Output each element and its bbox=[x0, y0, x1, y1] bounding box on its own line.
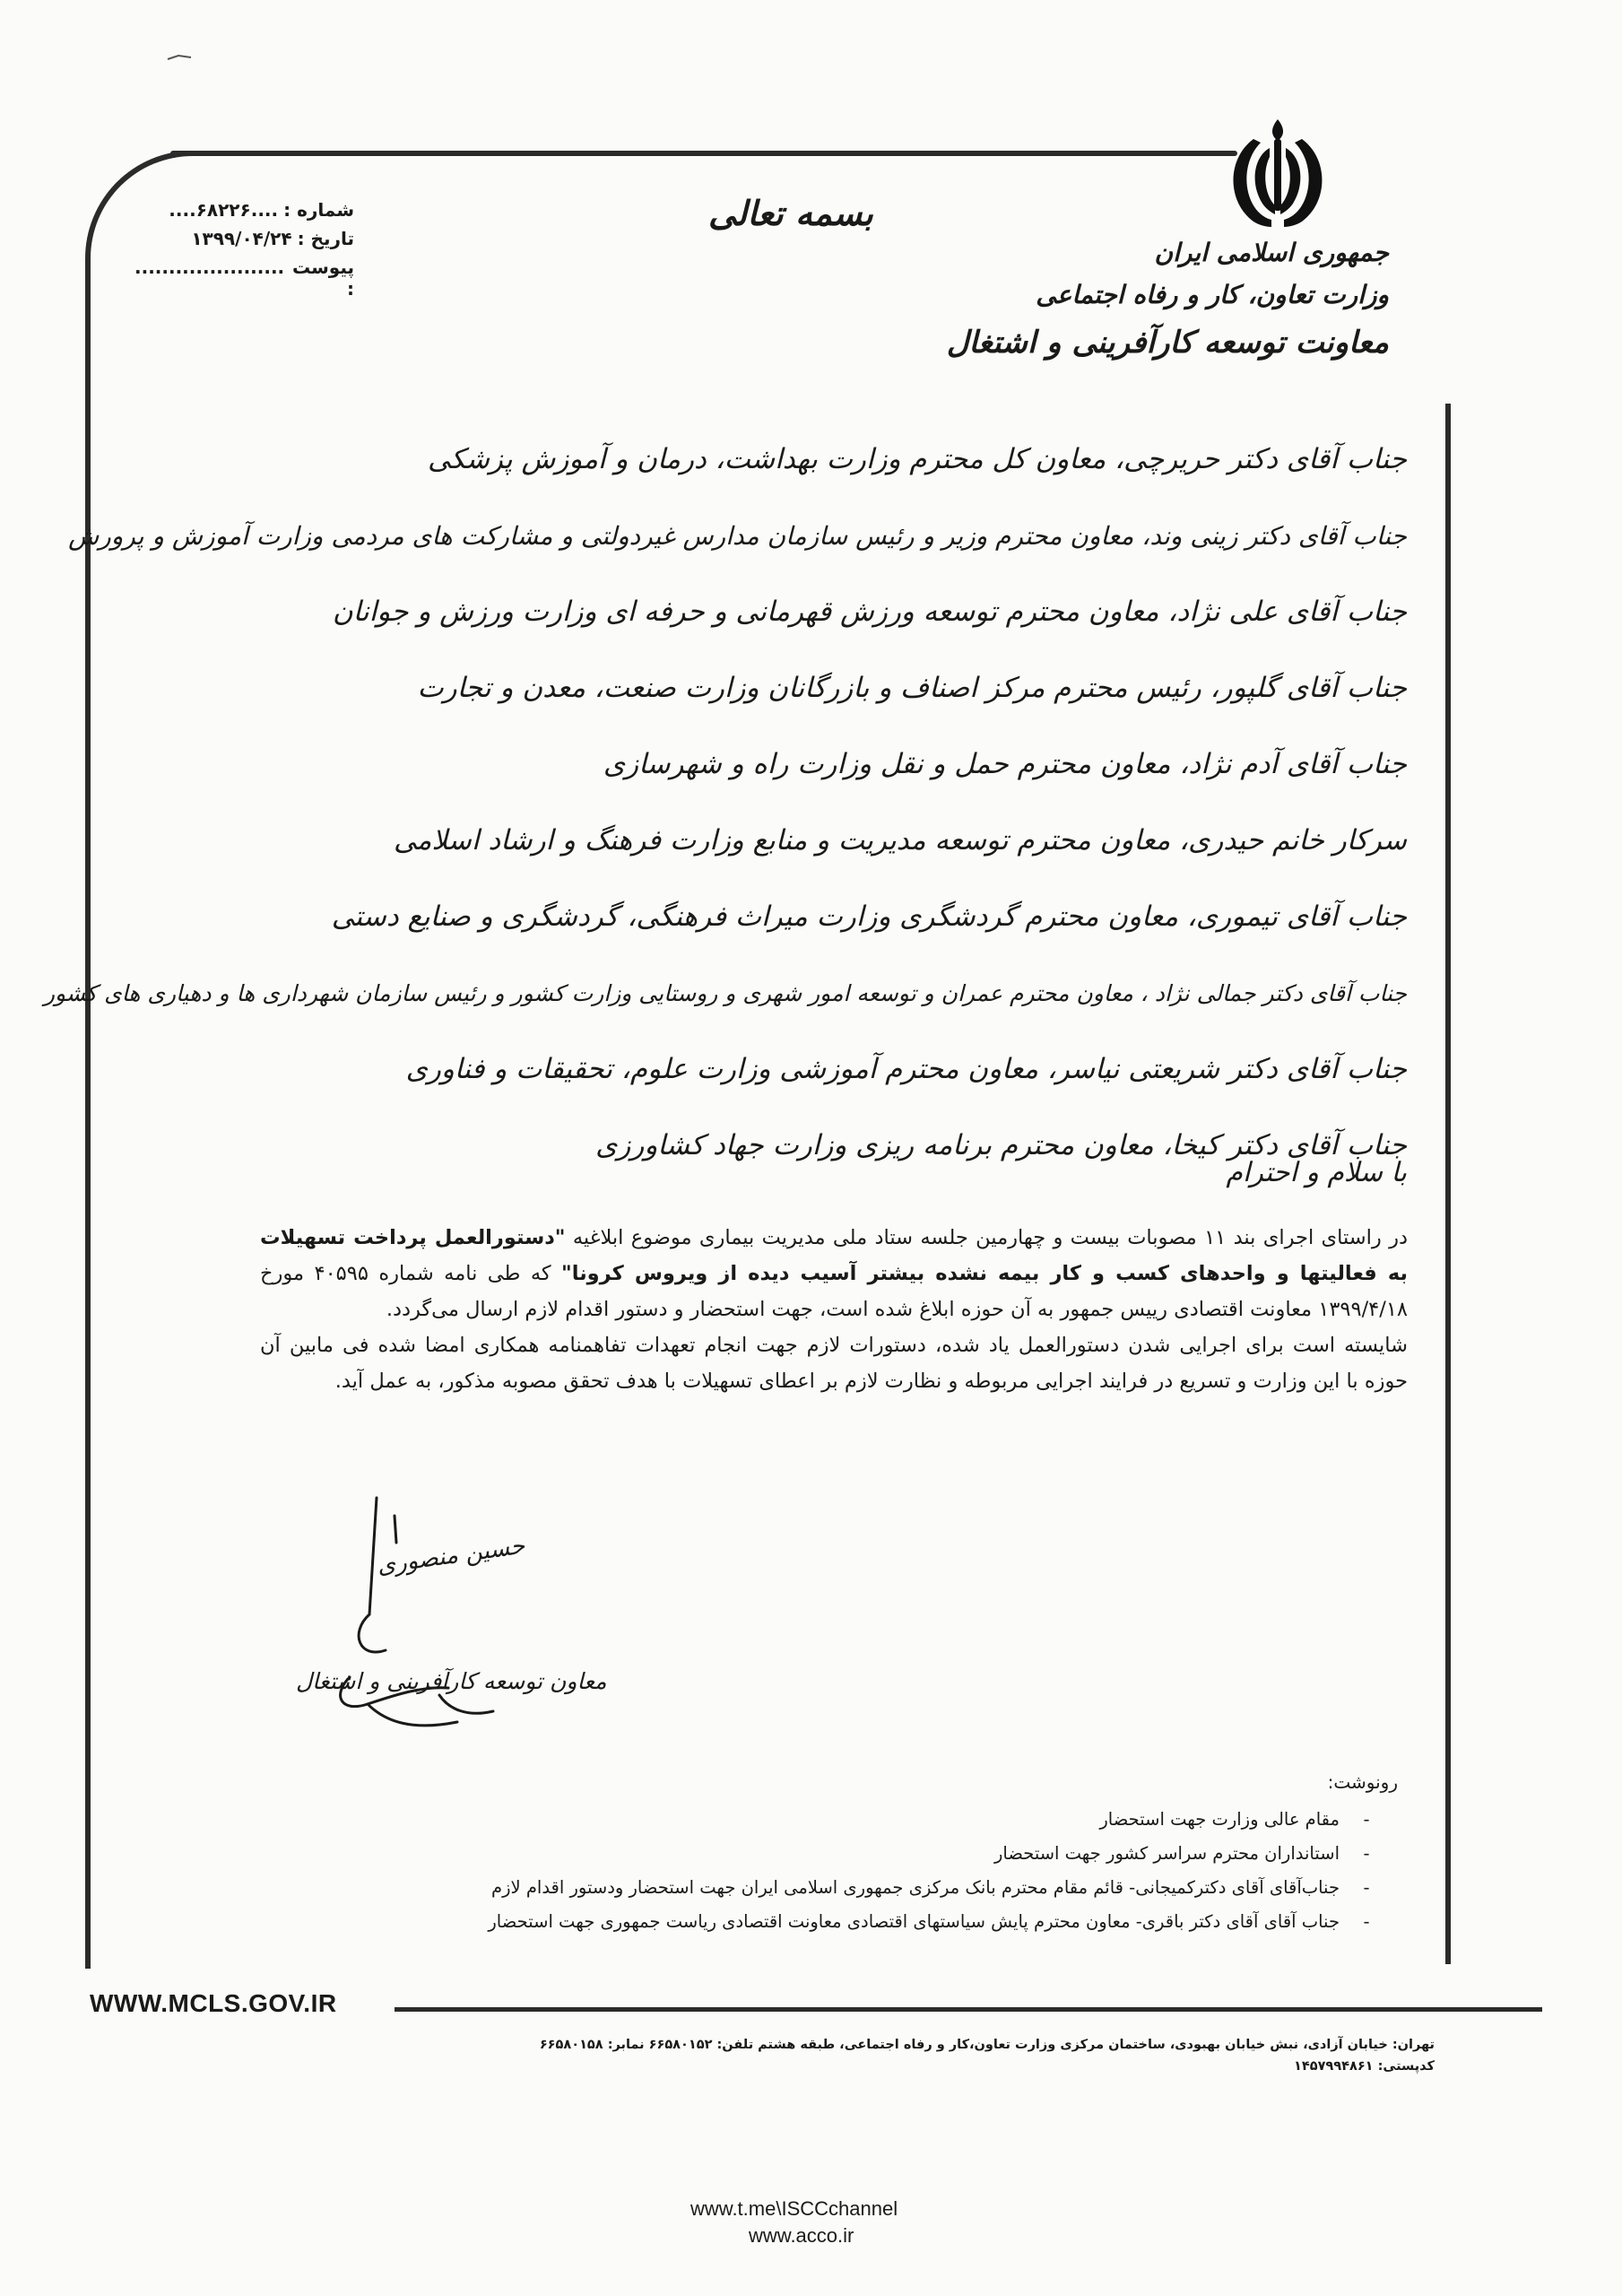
cc-bullet: - bbox=[1363, 1843, 1370, 1864]
signature-scribble bbox=[314, 1480, 637, 1767]
number-label: شماره : bbox=[283, 199, 354, 221]
cc-text: جناب‌آقای آقای دکترکمیجانی- قائم مقام محترم بانک مرکزی جمهوری اسلامی ایران جهت استحضار ودستور اقدام لازم bbox=[491, 1877, 1340, 1898]
bismillah-heading: بسمه تعالی bbox=[708, 193, 873, 233]
body-p1-start: در راستای اجرای بند ۱۱ مصوبات بیست و چهارمین جلسه ستاد ملی مدیریت بیماری موضوع ابلاغیه bbox=[565, 1226, 1408, 1249]
cc-item bbox=[228, 1803, 1393, 1837]
frame-right-line bbox=[1445, 404, 1451, 1964]
date-value: ۱۳۹۹/۰۴/۲۴ bbox=[191, 228, 292, 249]
cc-item bbox=[228, 1905, 1393, 1939]
cc-text: استانداران محترم سراسر کشور جهت استحضار bbox=[993, 1843, 1340, 1864]
iran-emblem-icon bbox=[1219, 112, 1336, 233]
number-row bbox=[134, 199, 354, 228]
body-p1-end: که طی نامه شماره ۴۰۵۹۵ مورخ ۱۳۹۹/۴/۱۸ معاونت اقتصادی رییس جمهور به آن حوزه ابلاغ شده است، جهت استحضار و دستور اقدام لازم ارسال می‌گردد. bbox=[260, 1262, 1408, 1321]
issuer-department: معاونت توسعه کارآفرینی و اشتغال bbox=[946, 325, 1389, 361]
cc-item bbox=[228, 1871, 1393, 1905]
signer-title: معاون توسعه کارآفرینی و اشتغال bbox=[296, 1668, 607, 1694]
number-value: ....۶۸۲۲۶.... bbox=[169, 199, 279, 221]
address-line-2: کدپستی: ۱۴۵۷۹۹۴۸۶۱ bbox=[1294, 2059, 1435, 2074]
letter-meta bbox=[134, 199, 354, 300]
recipient-item: جناب آقای تیموری، معاون محترم گردشگری وزارت میراث فرهنگی، گردشگری و صنایع دستی bbox=[331, 900, 1407, 933]
recipient-item: جناب آقای گلپور، رئیس محترم مرکز اصناف و بازرگانان وزارت صنعت، معدن و تجارت bbox=[417, 672, 1407, 704]
body-p1-bold: "دستورالعمل پرداخت تسهیلات به فعالیتها و واحدهای کسب و کار بیمه نشده بیشتر آسیب دیده از ویروس کرونا" bbox=[260, 1226, 1408, 1285]
recipient-item: جناب آقای دکتر کیخا، معاون محترم برنامه ریزی وزارت جهاد کشاورزی bbox=[595, 1129, 1407, 1161]
cc-text: مقام عالی وزارت جهت استحضار bbox=[1099, 1809, 1340, 1830]
cc-bullet: - bbox=[1363, 1809, 1370, 1830]
body-paragraph-1 bbox=[260, 1220, 1408, 1327]
letter-body bbox=[260, 1220, 1408, 1399]
attachment-label: پیوست : bbox=[291, 257, 354, 300]
recipient-item: جناب آقای دکتر حریرچی، معاون کل محترم وزارت بهداشت، درمان و آموزش پزشکی bbox=[427, 443, 1407, 475]
frame-bottom-line bbox=[395, 2007, 1542, 2012]
attachment-row bbox=[134, 257, 354, 300]
date-row bbox=[134, 228, 354, 257]
issuer-country: جمهوری اسلامی ایران bbox=[1154, 238, 1389, 267]
recipient-item: جناب آقای دکتر جمالی نژاد ، معاون محترم عمران و توسعه امور شهری و روستایی وزارت کشور و رئیس سازمان شهرداری ها و دهیاری های کشور bbox=[43, 980, 1407, 1006]
recipient-item: جناب آقای دکتر زینی وند، معاون محترم وزیر و رئیس سازمان مدارس غیردولتی و مشارکت های مردمی وزارت آموزش و پرورش bbox=[68, 521, 1407, 551]
cc-label: رونوشت: bbox=[1327, 1771, 1398, 1793]
address-block bbox=[439, 2034, 1435, 2077]
recipient-item: جناب آقای علی نژاد، معاون محترم توسعه ورزش قهرمانی و حرفه ای وزارت ورزش و جوانان bbox=[332, 596, 1407, 628]
address-line-1: تهران: خیابان آزادی، نبش خیابان بهبودی، ساختمان مرکزی وزارت تعاون،کار و رفاه اجتماعی، طبقه هشتم تلفن: ۶۶۵۸۰۱۵۲ نمابر: ۶۶۵۸۰۱۵۸ bbox=[539, 2038, 1435, 2052]
stray-mark bbox=[166, 54, 193, 61]
recipient-item: سرکار خانم حیدری، معاون محترم توسعه مدیریت و منابع وزارت فرهنگ و ارشاد اسلامی bbox=[393, 824, 1407, 857]
cc-bullet: - bbox=[1363, 1877, 1370, 1898]
recipient-item: جناب آقای آدم نژاد، معاون محترم حمل و نقل وزارت راه و شهرسازی bbox=[603, 748, 1407, 780]
salutation: با سلام و احترام bbox=[1226, 1157, 1407, 1188]
body-paragraph-2: شایسته است برای اجرایی شدن دستورالعمل یاد شده، دستورات لازم جهت انجام تعهدات تفاهمنامه همکاری امضا شده فی مابین آن حوزه با این وزارت و تسریع در فرایند اجرایی مربوطه و نظارت لازم بر اعطای تسهیلات با هدف تحقق مصوبه مذکور، به عمل آید. bbox=[260, 1334, 1408, 1393]
cc-text: جناب آقای آقای دکتر باقری- معاون محترم پایش سیاستهای اقتصادی معاونت اقتصادی ریاست جمهوری جهت استحضار bbox=[488, 1911, 1340, 1932]
signer-name: حسین منصوری bbox=[375, 1532, 527, 1580]
recipient-item: جناب آقای دکتر شریعتی نیاسر، معاون محترم آموزشی وزارت علوم، تحقیقات و فناوری bbox=[405, 1053, 1407, 1085]
website-link[interactable]: WWW.MCLS.GOV.IR bbox=[90, 1989, 337, 2017]
site-watermark: www.acco.ir bbox=[749, 2224, 854, 2247]
cc-item bbox=[228, 1837, 1393, 1871]
frame-top-line bbox=[170, 151, 1237, 156]
attachment-value: ...................... bbox=[134, 257, 285, 278]
date-label: تاریخ : bbox=[297, 228, 354, 249]
recipients-list bbox=[43, 422, 1407, 1184]
cc-bullet: - bbox=[1363, 1911, 1370, 1932]
issuer-ministry: وزارت تعاون، کار و رفاه اجتماعی bbox=[1036, 280, 1389, 309]
cc-list bbox=[228, 1803, 1393, 1939]
channel-watermark: www.t.me\ISCCchannel bbox=[690, 2197, 898, 2220]
